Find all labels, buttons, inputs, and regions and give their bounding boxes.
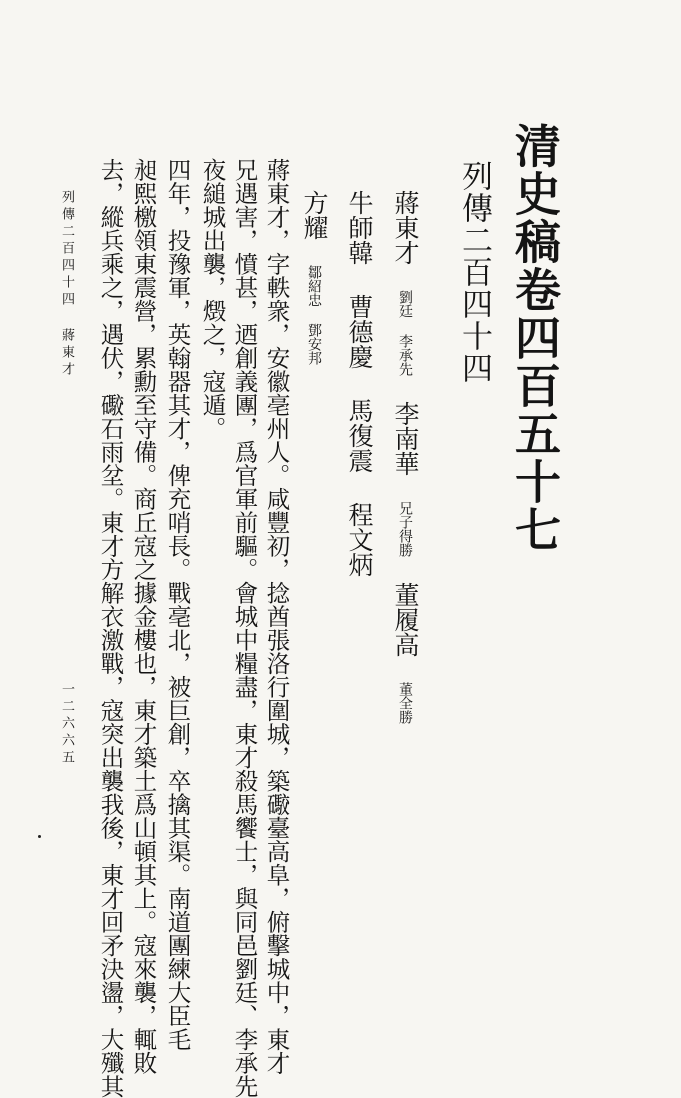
roster-subnote: 劉廷 李承先: [397, 290, 413, 376]
body-column: 夜縋城出襲，燬之，寇遁。: [198, 158, 227, 440]
body-column: 兄遇害，憤甚，迺創義團，爲官軍前驅。會城中糧盡，東才殺馬饗士，與同邑劉廷、李承先: [230, 158, 259, 1098]
roster-column-2: 牛師韓 曹德慶 馬復震 程文炳: [345, 190, 374, 577]
roster-name: 蔣東才: [391, 190, 420, 265]
roster-subnote: 兄子得勝: [397, 501, 413, 557]
roster-gap: [391, 476, 420, 501]
running-footer: 列傳二百四十四 蔣東才: [59, 190, 74, 379]
roster-subnote: 董全勝: [397, 682, 413, 724]
roster-subnote: 鄒紹忠 鄧安邦: [306, 265, 322, 365]
roster-column-1: [393, 190, 418, 724]
scan-speck: [38, 835, 41, 838]
book-title: 清史稿卷四百五十七: [508, 122, 562, 554]
body-column: 蔣東才，字軼衆，安徽亳州人。咸豐初，捻酋張洛行圍城，築礮臺高阜，俯擊城中，東才: [262, 158, 291, 1075]
chapter-title: 列傳二百四十四: [456, 160, 492, 384]
roster-name: 方耀: [300, 190, 329, 240]
roster-gap: [391, 557, 420, 582]
page-number: 一二六六五: [59, 682, 74, 767]
body-column: 昶熙檄領東震營，累勳至守備。商丘寇之據金樓也，東才築土爲山頓其上。寇來襲，輒敗: [129, 158, 158, 1075]
roster-name: 董履高: [391, 582, 420, 657]
roster-column-3: [302, 190, 327, 365]
roster-gap: [391, 376, 420, 401]
roster-gap: [391, 657, 420, 682]
roster-name: 李南華: [391, 401, 420, 476]
body-column: 四年，投豫軍，英翰器其才，俾充哨長。戰亳北，被巨創，卒擒其渠。南道團練大臣毛: [163, 158, 192, 1051]
body-column: 去，縱兵乘之，遇伏，礮石雨坌。東才方解衣激戰，寇突出襲我後，東才回矛決盪，大殲其: [96, 158, 125, 1098]
roster-gap: [391, 265, 420, 290]
roster-gap: [300, 240, 329, 265]
